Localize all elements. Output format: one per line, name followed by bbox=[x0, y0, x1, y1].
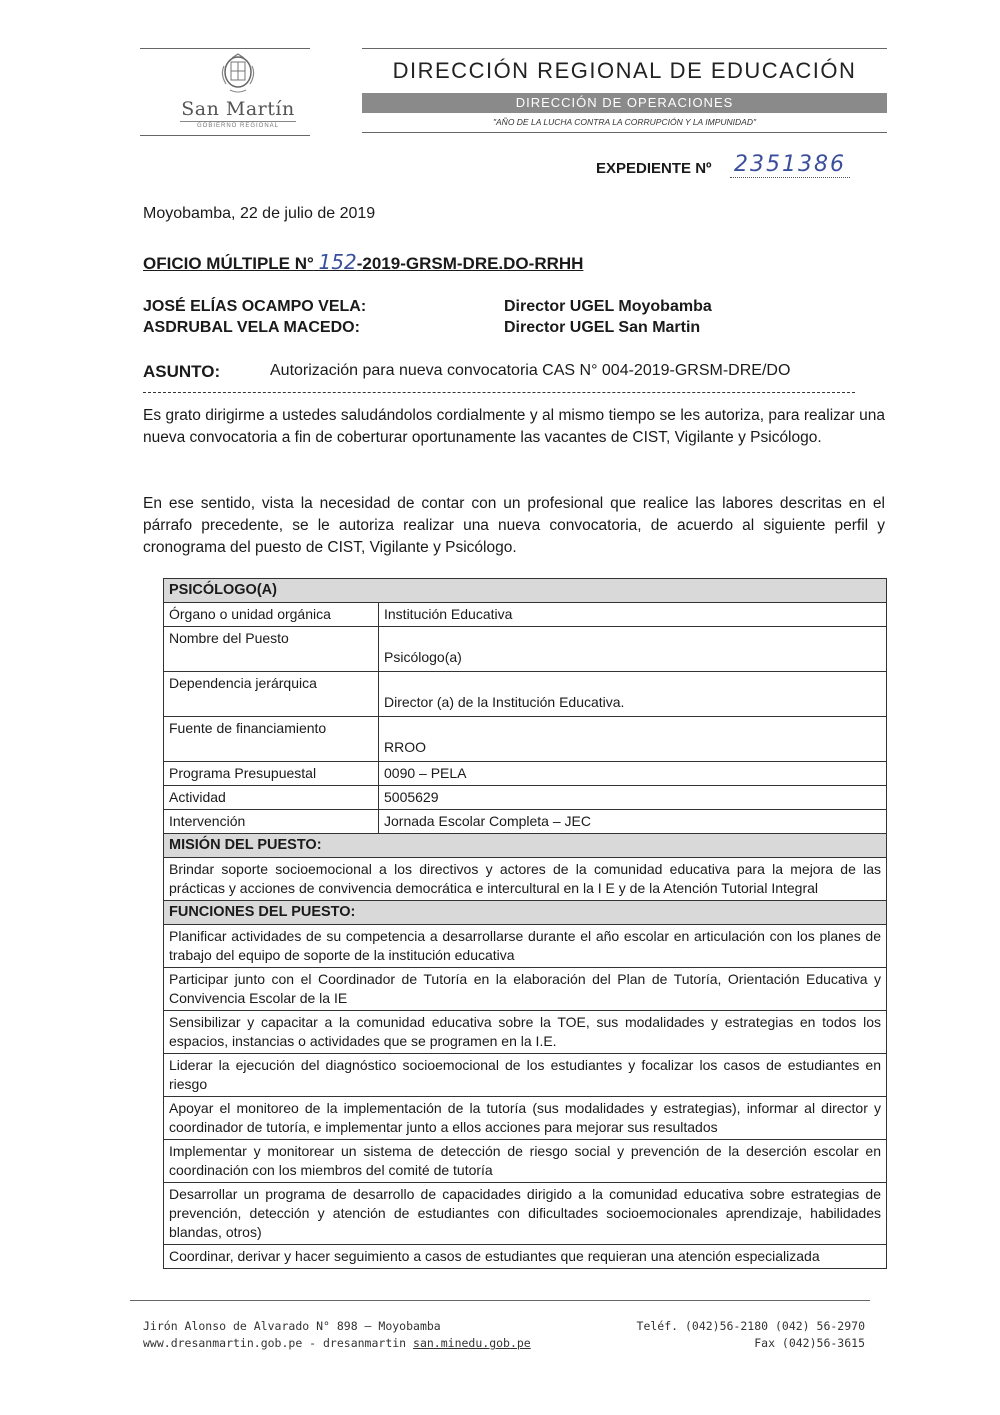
logo bbox=[168, 52, 308, 129]
table-row bbox=[164, 786, 887, 810]
body-paragraph: Es grato dirigirme a ustedes saludándolos cordialmente y al mismo tiempo se les autoriza, para realizar una nueva convocatoria a fin de coberturar oportunamente las vacantes de CIST, Vigilante y Psicólogo. bbox=[143, 407, 885, 446]
subject-label: ASUNTO: bbox=[143, 362, 221, 381]
row-key: Nombre del Puesto bbox=[164, 627, 379, 672]
subject-text: Autorización para nueva convocatoria CAS N° 004-2019-GRSM-DRE/DO bbox=[270, 362, 791, 379]
date-line: Moyobamba, 22 de julio de 2019 bbox=[143, 205, 376, 222]
table-row bbox=[164, 717, 887, 762]
footer-rule bbox=[130, 1300, 870, 1301]
row-value: Director (a) de la Institución Educativa. bbox=[384, 694, 625, 710]
oficio-number: 152 bbox=[318, 250, 357, 274]
mission-text: Brindar soporte socioemocional a los directivos y actores de la comunidad educativa para la mejora de las prácticas y acciones de convivencia democrática e intercultural en la I E y de la Atención Tutorial Integral bbox=[164, 858, 887, 901]
year-motto: "AÑO DE LA LUCHA CONTRA LA CORRUPCIÓN Y LA IMPUNIDAD" bbox=[493, 117, 756, 127]
table-row bbox=[164, 858, 887, 901]
header-rule-right-top bbox=[362, 48, 887, 49]
row-value: 0090 – PELA bbox=[379, 762, 887, 786]
oficio-suffix: -2019-GRSM-DRE.DO-RRHH bbox=[356, 254, 584, 273]
header-rule-left-top bbox=[140, 48, 310, 49]
footer-web-prefix: www.dresanmartin.gob.pe - dresanmartin bbox=[143, 1336, 414, 1350]
row-key: Fuente de financiamiento bbox=[164, 717, 379, 762]
crest-icon bbox=[216, 52, 260, 96]
footer-web bbox=[143, 1335, 531, 1352]
row-key: Actividad bbox=[164, 786, 379, 810]
row-value: Psicólogo(a) bbox=[384, 649, 462, 665]
row-value: Institución Educativa bbox=[379, 603, 887, 627]
footer-phones bbox=[600, 1318, 865, 1352]
row-value-cell bbox=[379, 717, 887, 762]
oficio-reference bbox=[143, 250, 583, 274]
recipient-name: JOSÉ ELÍAS OCAMPO VELA: bbox=[143, 298, 367, 315]
section-header-row bbox=[164, 901, 887, 925]
oficio-prefix: OFICIO MÚLTIPLE N° bbox=[143, 254, 314, 273]
institution-title: DIRECCIÓN REGIONAL DE EDUCACIÓN bbox=[392, 58, 857, 83]
function-row bbox=[164, 1054, 887, 1097]
function-row bbox=[164, 1097, 887, 1140]
footer-address: Jirón Alonso de Alvarado N° 898 — Moyobamba bbox=[143, 1319, 441, 1333]
table-title: PSICÓLOGO(A) bbox=[164, 579, 887, 603]
row-key: Intervención bbox=[164, 810, 379, 834]
section-header-row bbox=[164, 834, 887, 858]
subject-divider bbox=[143, 392, 855, 393]
org-subtitle: GOBIERNO REGIONAL bbox=[180, 121, 296, 129]
row-key: Programa Presupuestal bbox=[164, 762, 379, 786]
row-value: 5005629 bbox=[379, 786, 887, 810]
recipient-role: Director UGEL Moyobamba bbox=[504, 298, 712, 315]
function-row bbox=[164, 1183, 887, 1245]
row-value-cell bbox=[379, 672, 887, 717]
mission-title: MISIÓN DEL PUESTO: bbox=[164, 834, 887, 858]
position-profile-table bbox=[163, 578, 887, 1269]
recipient-roles bbox=[504, 296, 712, 338]
function-item: Coordinar, derivar y hacer seguimiento a casos de estudiantes que requieran una atención especializada bbox=[164, 1245, 887, 1269]
header-rule-right-bottom bbox=[362, 132, 887, 133]
body-paragraph: En ese sentido, vista la necesidad de contar con un profesional que realice las labores descritas en el párrafo precedente, se le autoriza realizar una nueva convocatoria, de acuerdo al siguiente perfil y cronograma del puesto de CIST, Vigilante y Psicólogo. bbox=[143, 495, 885, 556]
table-row bbox=[164, 603, 887, 627]
function-row bbox=[164, 925, 887, 968]
recipient-names bbox=[143, 296, 366, 338]
row-key: Órgano o unidad orgánica bbox=[164, 603, 379, 627]
table-row bbox=[164, 762, 887, 786]
function-item: Apoyar el monitoreo de la implementación de la tutoría (sus modalidades y estrategias), informar al director y coordinador de tutoría, e implementar junto a ellos acciones para mejorar sus resultados bbox=[164, 1097, 887, 1140]
recipient-role: Director UGEL San Martin bbox=[504, 319, 701, 336]
row-value-cell bbox=[379, 627, 887, 672]
expediente-label: EXPEDIENTE Nº bbox=[596, 160, 712, 177]
function-row bbox=[164, 1011, 887, 1054]
recipient-name: ASDRUBAL VELA MACEDO: bbox=[143, 319, 360, 336]
function-item: Liderar la ejecución del diagnóstico socioemocional de los estudiantes y focalizar los casos de estudiantes en riesgo bbox=[164, 1054, 887, 1097]
function-item: Participar junto con el Coordinador de Tutoría en la elaboración del Plan de Tutoría, Orientación Educativa y Convivencia Escolar de la IE bbox=[164, 968, 887, 1011]
expediente-number: 2351386 bbox=[730, 152, 850, 178]
row-key: Dependencia jerárquica bbox=[164, 672, 379, 717]
table-title-row bbox=[164, 579, 887, 603]
table-row bbox=[164, 810, 887, 834]
function-item: Sensibilizar y capacitar a la comunidad educativa sobre la TOE, sus modalidades y estrategias en todos los espacios, instancias o actividades que se programen en la I.E. bbox=[164, 1011, 887, 1054]
function-item: Implementar y monitorear un sistema de detección de riesgo social y prevención de la deserción escolar en coordinación con los miembros del comité de tutoría bbox=[164, 1140, 887, 1183]
table-row bbox=[164, 627, 887, 672]
footer-fax: Fax (042)56-3615 bbox=[754, 1336, 865, 1350]
functions-title: FUNCIONES DEL PUESTO: bbox=[164, 901, 887, 925]
function-row bbox=[164, 968, 887, 1011]
row-value: Jornada Escolar Completa – JEC bbox=[379, 810, 887, 834]
row-value: RROO bbox=[384, 739, 426, 755]
function-item: Planificar actividades de su competencia a desarrollarse durante el año escolar en articulación con los planes de trabajo del equipo de soporte de la institución educativa bbox=[164, 925, 887, 968]
function-row bbox=[164, 1245, 887, 1269]
footer-web-link[interactable]: san.minedu.gob.pe bbox=[413, 1336, 531, 1350]
table-row bbox=[164, 672, 887, 717]
function-item: Desarrollar un programa de desarrollo de capacidades dirigido a la comunidad educativa sobre estrategias de prevención, detección y atención de estudiantes con dificultades socioemocionales aprendizaje, habilidades blandas, otros) bbox=[164, 1183, 887, 1245]
org-name: San Martín bbox=[181, 98, 295, 120]
header-rule-left-bottom bbox=[140, 135, 310, 136]
footer-phone: Teléf. (042)56-2180 (042) 56-2970 bbox=[636, 1319, 865, 1333]
function-row bbox=[164, 1140, 887, 1183]
footer-contact bbox=[143, 1318, 531, 1352]
department-band: DIRECCIÓN DE OPERACIONES bbox=[362, 93, 887, 113]
